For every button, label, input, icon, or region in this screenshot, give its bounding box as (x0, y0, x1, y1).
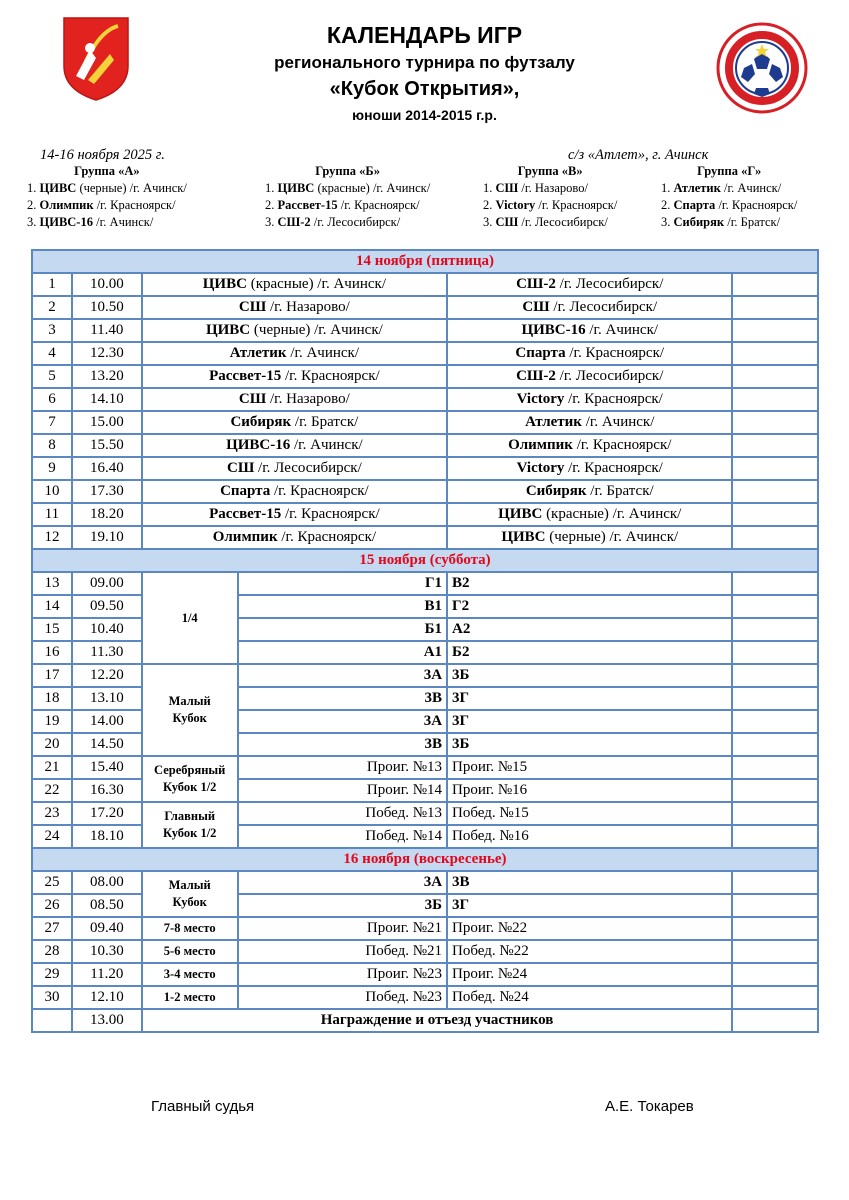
slot-a: Побед. №23 (238, 986, 447, 1009)
match-time: 15.40 (72, 756, 142, 779)
slot-a: 3Б (238, 894, 447, 917)
match-time: 10.00 (72, 273, 142, 296)
slot-b: Проиг. №24 (447, 963, 732, 986)
team-a-name: Рассвет-15 (209, 368, 282, 384)
table-row (32, 917, 818, 940)
group-header: Группа «В» (517, 164, 583, 178)
team-a-cell (142, 503, 447, 526)
match-time: 13.00 (72, 1009, 142, 1032)
match-number: 12 (32, 526, 72, 549)
table-row (32, 664, 818, 687)
team-b-cell (447, 342, 732, 365)
event-dates: 14-16 ноября 2025 г. (40, 147, 165, 163)
team-a-name: Атлетик (229, 345, 287, 361)
team-b-city: /г. Братск/ (586, 483, 654, 499)
team-a-city: /г. Красноярск/ (270, 483, 369, 499)
match-time: 08.00 (72, 871, 142, 894)
table-row (32, 756, 818, 779)
team-b-cell (447, 503, 732, 526)
event-venue: с/з «Атлет», г. Ачинск (568, 147, 709, 163)
slot-a: В1 (238, 595, 447, 618)
team-a-city: (черные) /г. Ачинск/ (250, 322, 383, 338)
team-b-cell (447, 273, 732, 296)
team-a-cell (142, 365, 447, 388)
day-header: 15 ноября (суббота) (32, 549, 818, 572)
team-b-cell (447, 296, 732, 319)
slot-b: 3Г (447, 710, 732, 733)
match-time: 09.50 (72, 595, 142, 618)
slot-b: А2 (447, 618, 732, 641)
match-time: 11.20 (72, 963, 142, 986)
result-cell (732, 618, 818, 641)
team-b-city: /г. Красноярск/ (568, 460, 663, 476)
team-b-name: Victory (516, 460, 569, 476)
slot-a: 3В (238, 687, 447, 710)
result-cell (732, 1009, 818, 1032)
team-a-city: /г. Красноярск/ (281, 506, 380, 522)
stage-label: Малый Кубок (142, 664, 238, 756)
match-time: 10.40 (72, 618, 142, 641)
slot-a: Побед. №21 (238, 940, 447, 963)
cup-name: «Кубок Открытия», (329, 78, 520, 100)
team-a-cell (142, 388, 447, 411)
team-b-cell (447, 319, 732, 342)
team-a-cell (142, 342, 447, 365)
match-number: 22 (32, 779, 72, 802)
match-number: 4 (32, 342, 72, 365)
match-time: 14.50 (72, 733, 142, 756)
team-a-name: ЦИВС (205, 322, 251, 338)
slot-a: А1 (238, 641, 447, 664)
slot-b: Побед. №24 (447, 986, 732, 1009)
table-row (32, 319, 818, 342)
stage-label: 3-4 место (142, 963, 238, 986)
group-header: Группа «Г» (697, 164, 762, 178)
team-b-name: ЦИВС (498, 506, 543, 522)
team-b-name: Сибиряк (525, 483, 587, 499)
stage-label: Главный Кубок 1/2 (142, 802, 238, 848)
slot-a: 3А (238, 664, 447, 687)
closing-ceremony: Награждение и отъезд участников (142, 1009, 733, 1032)
match-number: 15 (32, 618, 72, 641)
team-b-city: /г. Лесосибирск/ (559, 276, 664, 292)
match-time: 17.30 (72, 480, 142, 503)
team-b-cell (447, 480, 732, 503)
group-item: 3. ЦИВС-16 /г. Ачинск/ (27, 215, 154, 229)
slot-b: 3В (447, 871, 732, 894)
match-number: 2 (32, 296, 72, 319)
result-cell (732, 526, 818, 549)
slot-b: 3Г (447, 687, 732, 710)
team-a-cell (142, 526, 447, 549)
group-item: 1. ЦИВС (черные) /г. Ачинск/ (27, 181, 187, 195)
team-a-name: СШ (226, 460, 255, 476)
team-b-city: /г. Лесосибирск/ (549, 299, 658, 315)
table-row (32, 572, 818, 595)
team-a-cell (142, 411, 447, 434)
result-cell (732, 871, 818, 894)
match-time: 16.40 (72, 457, 142, 480)
team-a-city: /г. Назарово/ (266, 391, 350, 407)
day-header: 14 ноября (пятница) (32, 250, 818, 273)
match-time: 12.20 (72, 664, 142, 687)
schedule-table (31, 249, 819, 1033)
match-time: 11.40 (72, 319, 142, 342)
slot-a: 3А (238, 710, 447, 733)
team-a-city: /г. Красноярск/ (277, 529, 377, 545)
match-time: 08.50 (72, 894, 142, 917)
match-number: 9 (32, 457, 72, 480)
result-cell (732, 825, 818, 848)
match-number: 27 (32, 917, 72, 940)
group-header: Группа «Б» (315, 164, 380, 178)
table-row (32, 802, 818, 825)
team-a-city: /г. Красноярск/ (281, 368, 380, 384)
result-cell (732, 664, 818, 687)
result-cell (732, 641, 818, 664)
match-number: 13 (32, 572, 72, 595)
match-time: 12.30 (72, 342, 142, 365)
team-a-name: ЦИВС-16 (226, 437, 291, 453)
table-row (32, 503, 818, 526)
group-b (265, 163, 430, 231)
team-a-name: Рассвет-15 (209, 506, 282, 522)
team-a-cell (142, 273, 447, 296)
table-row (32, 480, 818, 503)
table-row (32, 986, 818, 1009)
slot-a: Проиг. №21 (238, 917, 447, 940)
result-cell (732, 342, 818, 365)
match-number: 10 (32, 480, 72, 503)
group-item: 2. Рассвет-15 /г. Красноярск/ (265, 198, 420, 212)
slot-a: Проиг. №13 (238, 756, 447, 779)
result-cell (732, 411, 818, 434)
team-b-city: /г. Красноярск/ (565, 345, 665, 361)
match-number: 30 (32, 986, 72, 1009)
team-a-city: /г. Ачинск/ (290, 437, 363, 453)
match-time: 16.30 (72, 779, 142, 802)
result-cell (732, 388, 818, 411)
team-b-cell (447, 526, 732, 549)
result-cell (732, 273, 818, 296)
team-a-city: /г. Назарово/ (266, 299, 350, 315)
team-b-cell (447, 411, 732, 434)
result-cell (732, 779, 818, 802)
match-number: 25 (32, 871, 72, 894)
match-number: 3 (32, 319, 72, 342)
result-cell (732, 480, 818, 503)
result-cell (732, 940, 818, 963)
group-item: 3. Сибиряк /г. Братск/ (661, 215, 781, 229)
result-cell (732, 503, 818, 526)
schedule-body (32, 250, 818, 1032)
team-b-name: СШ-2 (516, 276, 560, 292)
team-b-name: Атлетик (525, 414, 582, 430)
team-a-cell (142, 457, 447, 480)
match-number: 21 (32, 756, 72, 779)
match-number: 6 (32, 388, 72, 411)
group-item: 2. Олимпик /г. Красноярск/ (27, 198, 176, 212)
slot-a: Побед. №14 (238, 825, 447, 848)
result-cell (732, 457, 818, 480)
slot-b: Б2 (447, 641, 732, 664)
match-time: 10.50 (72, 296, 142, 319)
match-time: 18.10 (72, 825, 142, 848)
stage-label: 7-8 место (142, 917, 238, 940)
team-a-name: Олимпик (212, 529, 278, 545)
match-number: 23 (32, 802, 72, 825)
team-a-name: СШ (238, 299, 267, 315)
team-b-city: /г. Ачинск/ (585, 322, 659, 338)
team-b-city: /г. Красноярск/ (572, 437, 672, 453)
team-a-city: /г. Братск/ (291, 414, 359, 430)
slot-b: 3Б (447, 664, 732, 687)
group-item: 2. Спарта /г. Красноярск/ (661, 198, 798, 212)
match-number: 16 (32, 641, 72, 664)
slot-b: Проиг. №22 (447, 917, 732, 940)
team-b-name: Олимпик (508, 437, 573, 453)
match-number: 17 (32, 664, 72, 687)
table-row (32, 434, 818, 457)
group-item: 1. СШ /г. Назарово/ (483, 181, 588, 195)
match-number: 11 (32, 503, 72, 526)
result-cell (732, 710, 818, 733)
match-number: 19 (32, 710, 72, 733)
group-item: 2. Victory /г. Красноярск/ (483, 198, 618, 212)
stage-label: 1-2 место (142, 986, 238, 1009)
result-cell (732, 572, 818, 595)
result-cell (732, 986, 818, 1009)
day-header-row (32, 848, 818, 871)
page-subtitle: регионального турнира по футзалу (274, 53, 575, 72)
table-row (32, 526, 818, 549)
match-time: 09.00 (72, 572, 142, 595)
group-item: 1. ЦИВС (красные) /г. Ачинск/ (265, 181, 431, 195)
result-cell (732, 319, 818, 342)
group-v (483, 163, 617, 231)
table-row (32, 457, 818, 480)
result-cell (732, 963, 818, 986)
match-number: 26 (32, 894, 72, 917)
match-time: 19.10 (72, 526, 142, 549)
team-b-name: Спарта (515, 345, 566, 361)
team-b-city: /г. Лесосибирск/ (555, 368, 664, 384)
result-cell (732, 595, 818, 618)
team-a-cell (142, 434, 447, 457)
slot-b: Побед. №22 (447, 940, 732, 963)
match-number: 5 (32, 365, 72, 388)
group-item: 1. Атлетик /г. Ачинск/ (661, 181, 782, 195)
stage-label: 5-6 место (142, 940, 238, 963)
table-row (32, 963, 818, 986)
group-a (27, 163, 187, 231)
stage-label: Малый Кубок (142, 871, 238, 917)
slot-b: В2 (447, 572, 732, 595)
team-a-name: СШ (238, 391, 267, 407)
team-b-city: (красные) /г. Ачинск/ (542, 506, 682, 522)
day-header-row (32, 549, 818, 572)
group-item: 3. СШ /г. Лесосибирск/ (483, 215, 608, 229)
title-block (0, 20, 849, 127)
match-time: 15.00 (72, 411, 142, 434)
team-b-cell (447, 388, 732, 411)
team-b-cell (447, 457, 732, 480)
slot-a: 3А (238, 871, 447, 894)
slot-a: Проиг. №23 (238, 963, 447, 986)
result-cell (732, 802, 818, 825)
table-row (32, 388, 818, 411)
table-row (32, 871, 818, 894)
team-a-city: /г. Лесосибирск/ (254, 460, 362, 476)
result-cell (732, 733, 818, 756)
day-header: 16 ноября (воскресенье) (32, 848, 818, 871)
team-a-city: (красные) /г. Ачинск/ (246, 276, 386, 292)
result-cell (732, 434, 818, 457)
slot-b: Побед. №16 (447, 825, 732, 848)
team-a-cell (142, 296, 447, 319)
group-item: 3. СШ-2 /г. Лесосибирск/ (265, 215, 401, 229)
match-number: 20 (32, 733, 72, 756)
team-b-city: /г. Ачинск/ (581, 414, 655, 430)
result-cell (732, 894, 818, 917)
chief-referee-name: А.Е. Токарев (605, 1098, 694, 1115)
slot-a: Г1 (238, 572, 447, 595)
match-number: 24 (32, 825, 72, 848)
slot-b: Проиг. №15 (447, 756, 732, 779)
slot-a: Проиг. №14 (238, 779, 447, 802)
team-a-city: /г. Ачинск/ (286, 345, 359, 361)
match-time: 11.30 (72, 641, 142, 664)
team-b-cell (447, 434, 732, 457)
match-number (32, 1009, 72, 1032)
group-g (661, 163, 797, 231)
table-row (32, 940, 818, 963)
team-a-name: ЦИВС (202, 276, 247, 292)
team-b-cell (447, 365, 732, 388)
table-row (32, 342, 818, 365)
stage-label: Серебряный Кубок 1/2 (142, 756, 238, 802)
match-number: 8 (32, 434, 72, 457)
slot-a: Побед. №13 (238, 802, 447, 825)
group-header: Группа «А» (74, 164, 140, 178)
match-time: 12.10 (72, 986, 142, 1009)
match-time: 14.00 (72, 710, 142, 733)
match-time: 18.20 (72, 503, 142, 526)
match-number: 29 (32, 963, 72, 986)
result-cell (732, 365, 818, 388)
team-b-name: СШ-2 (516, 368, 556, 384)
match-time: 09.40 (72, 917, 142, 940)
team-a-name: Спарта (220, 483, 271, 499)
result-cell (732, 756, 818, 779)
page-title: КАЛЕНДАРЬ ИГР (326, 22, 523, 48)
table-row (32, 411, 818, 434)
table-row (32, 273, 818, 296)
slot-a: Б1 (238, 618, 447, 641)
team-b-name: СШ (522, 299, 550, 315)
slot-b: Г2 (447, 595, 732, 618)
stage-label: 1/4 (142, 572, 238, 664)
team-a-name: Сибиряк (230, 414, 292, 430)
slot-b: Проиг. №16 (447, 779, 732, 802)
team-b-name: Victory (516, 391, 569, 407)
table-row (32, 1009, 818, 1032)
slot-b: Побед. №15 (447, 802, 732, 825)
match-number: 7 (32, 411, 72, 434)
team-b-name: ЦИВС (501, 529, 546, 545)
match-number: 28 (32, 940, 72, 963)
match-time: 13.10 (72, 687, 142, 710)
team-a-cell (142, 480, 447, 503)
slot-a: 3В (238, 733, 447, 756)
table-row (32, 365, 818, 388)
match-number: 14 (32, 595, 72, 618)
day-header-row (32, 250, 818, 273)
result-cell (732, 917, 818, 940)
match-time: 13.20 (72, 365, 142, 388)
chief-referee-role: Главный судья (151, 1098, 255, 1115)
match-time: 15.50 (72, 434, 142, 457)
table-row (32, 296, 818, 319)
team-b-city: /г. Красноярск/ (568, 391, 663, 407)
match-time: 10.30 (72, 940, 142, 963)
slot-b: 3Б (447, 733, 732, 756)
match-number: 18 (32, 687, 72, 710)
match-time: 14.10 (72, 388, 142, 411)
result-cell (732, 687, 818, 710)
match-time: 17.20 (72, 802, 142, 825)
slot-b: 3Г (447, 894, 732, 917)
team-b-city: (черные) /г. Ачинск/ (545, 529, 679, 545)
result-cell (732, 296, 818, 319)
team-b-name: ЦИВС-16 (521, 322, 586, 338)
team-a-cell (142, 319, 447, 342)
age-category: юноши 2014-2015 г.р. (352, 107, 497, 123)
match-number: 1 (32, 273, 72, 296)
